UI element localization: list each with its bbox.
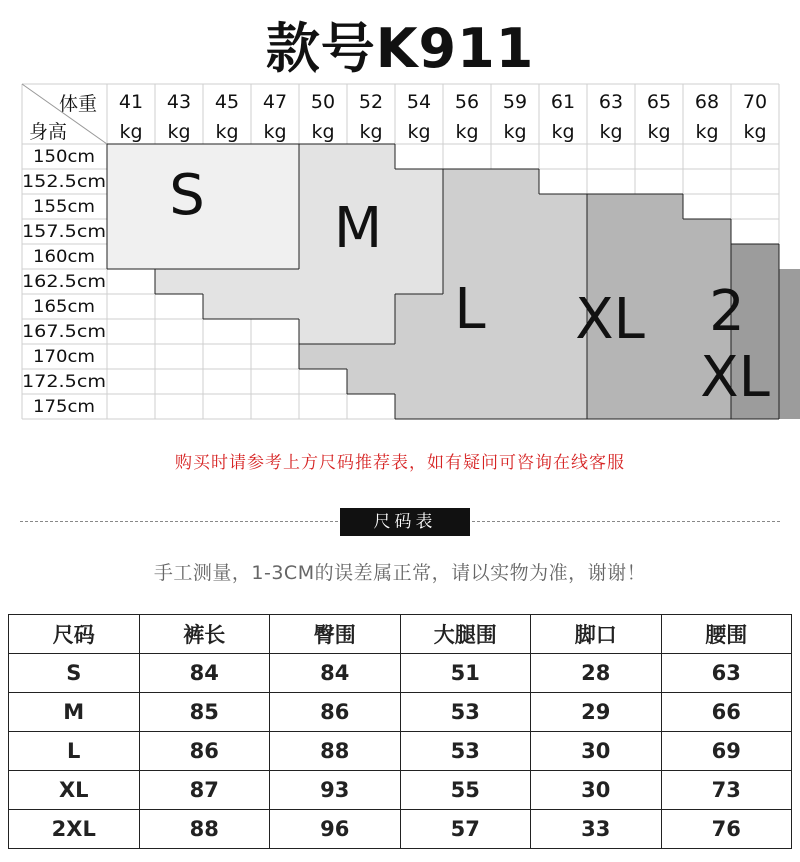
table-row xyxy=(9,732,792,771)
size-label-s: S xyxy=(169,163,205,228)
size-label-2xl-line: 2 xyxy=(709,279,745,344)
height-value: 165cm xyxy=(33,297,95,317)
height-value: 162.5cm xyxy=(22,272,106,292)
table-cell: 88 xyxy=(139,810,270,849)
table-row xyxy=(9,771,792,810)
table-cell: 86 xyxy=(139,732,270,771)
table-cell: XL xyxy=(9,771,140,810)
weight-unit: kg xyxy=(455,121,479,143)
weight-value: 63 xyxy=(598,91,624,113)
height-value: 167.5cm xyxy=(22,322,106,342)
height-value: 150cm xyxy=(33,147,95,167)
table-row xyxy=(9,693,792,732)
height-value: 175cm xyxy=(33,397,95,417)
header-pants-length: 裤长 xyxy=(139,615,270,654)
weight-unit: kg xyxy=(647,121,671,143)
weight-value: 43 xyxy=(166,91,192,113)
weight-value: 61 xyxy=(550,91,576,113)
table-cell: 96 xyxy=(270,810,401,849)
table-cell: 85 xyxy=(139,693,270,732)
height-value: 170cm xyxy=(33,347,95,367)
table-cell: 53 xyxy=(400,693,531,732)
table-cell: M xyxy=(9,693,140,732)
weight-unit: kg xyxy=(407,121,431,143)
size-label-2xl-line: XL xyxy=(700,345,770,410)
weight-value: 56 xyxy=(454,91,480,113)
weight-value: 59 xyxy=(502,91,528,113)
table-cell: 51 xyxy=(400,654,531,693)
size-table xyxy=(8,614,792,849)
weight-value: 54 xyxy=(406,91,432,113)
table-header-row xyxy=(9,615,792,654)
weight-unit: kg xyxy=(119,121,143,143)
weight-unit: kg xyxy=(215,121,239,143)
table-cell: 28 xyxy=(531,654,662,693)
height-value: 155cm xyxy=(33,197,95,217)
weight-value: 68 xyxy=(694,91,720,113)
weight-unit: kg xyxy=(503,121,527,143)
weight-value: 52 xyxy=(358,91,384,113)
table-cell: 63 xyxy=(661,654,792,693)
weight-value: 65 xyxy=(646,91,672,113)
table-cell: 30 xyxy=(531,771,662,810)
section-divider-left xyxy=(20,521,338,522)
purchase-note: 购买时请参考上方尺码推荐表，如有疑问可咨询在线客服 xyxy=(175,453,625,473)
table-cell: 29 xyxy=(531,693,662,732)
table-row xyxy=(9,810,792,849)
weight-unit: kg xyxy=(695,121,719,143)
corner-weight-label: 体重 xyxy=(58,93,98,115)
table-row xyxy=(9,654,792,693)
table-cell: L xyxy=(9,732,140,771)
table-cell: 84 xyxy=(139,654,270,693)
section-title-badge: 尺码表 xyxy=(340,508,470,536)
size-label-xl: XL xyxy=(575,287,645,352)
section-divider-right xyxy=(472,521,780,522)
measurement-note: 手工测量，1-3CM的误差属正常，请以实物为准，谢谢！ xyxy=(153,562,647,584)
weight-unit: kg xyxy=(167,121,191,143)
corner-height-label: 身高 xyxy=(28,121,68,143)
table-cell: 84 xyxy=(270,654,401,693)
table-cell: 2XL xyxy=(9,810,140,849)
weight-value: 50 xyxy=(310,91,336,113)
header-leg-opening: 脚口 xyxy=(531,615,662,654)
weight-unit: kg xyxy=(263,121,287,143)
weight-unit: kg xyxy=(599,121,623,143)
table-cell: 86 xyxy=(270,693,401,732)
height-value: 152.5cm xyxy=(22,172,106,192)
page-title: 款号K911 xyxy=(265,17,535,80)
weight-value: 41 xyxy=(118,91,144,113)
table-cell: 55 xyxy=(400,771,531,810)
weight-value: 45 xyxy=(214,91,240,113)
weight-unit: kg xyxy=(311,121,335,143)
height-value: 172.5cm xyxy=(22,372,106,392)
header-thigh: 大腿围 xyxy=(400,615,531,654)
table-cell: S xyxy=(9,654,140,693)
table-cell: 88 xyxy=(270,732,401,771)
header-size: 尺码 xyxy=(9,615,140,654)
table-cell: 87 xyxy=(139,771,270,810)
table-cell: 93 xyxy=(270,771,401,810)
weight-unit: kg xyxy=(359,121,383,143)
table-cell: 73 xyxy=(661,771,792,810)
weight-value: 47 xyxy=(262,91,288,113)
header-waist: 腰围 xyxy=(661,615,792,654)
table-cell: 33 xyxy=(531,810,662,849)
table-cell: 69 xyxy=(661,732,792,771)
height-value: 160cm xyxy=(33,247,95,267)
height-value: 157.5cm xyxy=(22,222,106,242)
table-cell: 30 xyxy=(531,732,662,771)
table-cell: 53 xyxy=(400,732,531,771)
weight-unit: kg xyxy=(743,121,767,143)
table-cell: 57 xyxy=(400,810,531,849)
table-cell: 76 xyxy=(661,810,792,849)
size-label-l: L xyxy=(454,277,486,342)
size-label-m: M xyxy=(333,196,383,261)
header-hip: 臀围 xyxy=(270,615,401,654)
table-cell: 66 xyxy=(661,693,792,732)
weight-unit: kg xyxy=(551,121,575,143)
weight-value: 70 xyxy=(742,91,768,113)
